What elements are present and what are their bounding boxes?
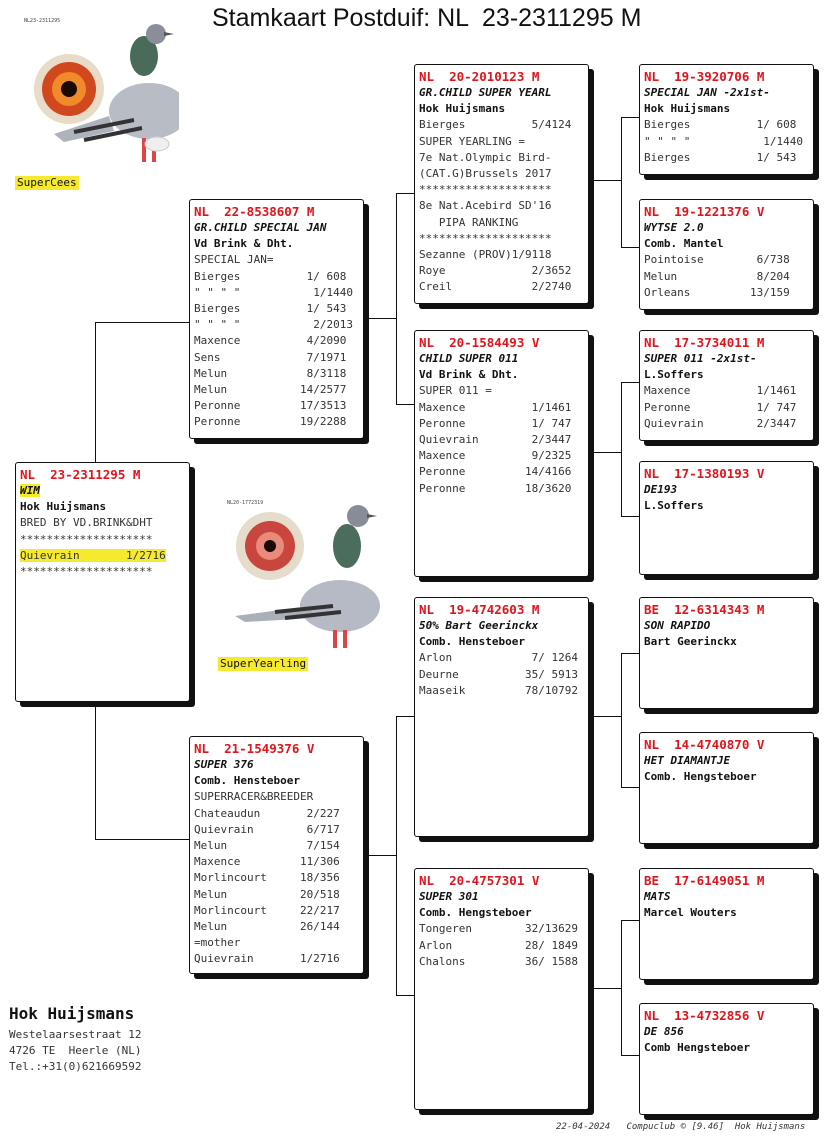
connector-line: [396, 404, 414, 405]
photo-ring-label: NL23-2311295: [24, 18, 61, 24]
connector-line: [589, 452, 622, 453]
result-line: ********************: [20, 532, 153, 546]
ring-number: NL 17-3734011 M: [644, 335, 765, 350]
connector-line: [621, 247, 639, 248]
owner-name: Vd Brink & Dht.: [194, 237, 294, 251]
print-date: 22-04-2024: [556, 1122, 611, 1132]
ring-number: NL 19-4742603 M: [419, 602, 540, 617]
result-line: SUPER 011 =: [419, 384, 492, 398]
connector-line: [95, 702, 96, 839]
pigeon-card-mother[interactable]: [189, 736, 364, 974]
page-title: Stamkaart Postduif: NL 23-2311295 M: [212, 4, 642, 32]
result-line: ********************: [419, 231, 552, 245]
pigeon-card-ggp-2[interactable]: [639, 199, 814, 310]
pigeon-name: GR.CHILD SUPER YEARL: [419, 86, 552, 99]
owner-name: Hok Huijsmans: [644, 102, 731, 116]
connector-line: [621, 787, 639, 788]
owner-name: Hok Huijsmans: [419, 102, 506, 116]
pigeon-name: CHILD SUPER 011: [419, 352, 519, 365]
pigeon-name: MATS: [644, 890, 671, 903]
pigeon-illustration: [225, 498, 385, 656]
result-line: Sezanne (PROV)1/9118: [419, 248, 552, 262]
pigeon-name: 50% Bart Geerinckx: [419, 619, 539, 632]
result-line: Peronne 1/ 747: [644, 400, 797, 414]
result-line: Morlincourt 18/356: [194, 871, 340, 885]
connector-line: [396, 995, 414, 996]
pigeon-card-mother-mother[interactable]: [414, 868, 589, 1110]
connector-line: [621, 920, 622, 1055]
result-line: Bierges 1/ 608: [194, 269, 347, 283]
result-line: =mother: [194, 936, 241, 950]
pigeon-card-ggp-8[interactable]: [639, 1003, 814, 1115]
pigeon-card-ggp-3[interactable]: [639, 330, 814, 441]
result-line: (CAT.G)Brussels 2017: [419, 167, 552, 181]
result-line: Melun 8/3118: [194, 366, 347, 380]
pigeon-card-ggp-7[interactable]: [639, 868, 814, 980]
result-line: Morlincourt 22/217: [194, 903, 340, 917]
result-line: " " " " 2/2013: [194, 318, 353, 332]
pigeon-photo-top: [14, 16, 179, 174]
connector-line: [364, 855, 397, 856]
result-line: Peronne 1/ 747: [419, 416, 572, 430]
result-line: Peronne 19/2288: [194, 415, 347, 429]
owner-name: Marcel Wouters: [644, 906, 737, 920]
ring-number: NL 19-3920706 M: [644, 69, 765, 84]
ring-number: BE 17-6149051 M: [644, 873, 765, 888]
ring-number: NL 19-1221376 V: [644, 204, 765, 219]
result-line: Quievrain 2/3447: [644, 416, 797, 430]
result-line: Bierges 1/ 543: [194, 302, 347, 316]
connector-line: [95, 322, 190, 323]
connector-line: [621, 653, 622, 787]
result-line-highlight: Quievrain 1/2716: [20, 548, 166, 562]
ring-number: NL 20-1584493 V: [419, 335, 540, 350]
pigeon-illustration: [14, 16, 179, 174]
result-line: PIPA RANKING: [419, 215, 519, 229]
result-line: Melun 20/518: [194, 887, 340, 901]
connector-line: [396, 716, 397, 996]
ring-number: NL 17-1380193 V: [644, 466, 765, 481]
connector-line: [621, 117, 622, 247]
owner-name: Vd Brink & Dht.: [419, 368, 519, 382]
connector-line: [621, 382, 639, 383]
pigeon-photo-middle: [225, 498, 385, 656]
footer-phone: Tel.:+31(0)621669592: [9, 1060, 142, 1073]
pigeon-name: SUPER 011 -2x1st-: [644, 352, 757, 365]
connector-line: [95, 322, 96, 462]
footer-city: 4726 TE Heerle (NL): [9, 1044, 142, 1057]
connector-line: [621, 117, 639, 118]
pigeon-name: SON RAPIDO: [644, 619, 711, 632]
result-line: " " " " 1/1440: [644, 134, 803, 148]
result-line: SUPERRACER&BREEDER: [194, 790, 314, 804]
connector-line: [589, 988, 622, 989]
result-line: Peronne 18/3620: [419, 481, 572, 495]
connector-line: [396, 716, 414, 717]
result-line: Maxence 4/2090: [194, 334, 347, 348]
pigeon-card-ggp-4[interactable]: [639, 461, 814, 575]
result-line: Roye 2/3652: [419, 264, 572, 278]
result-line: Arlon 7/ 1264: [419, 651, 578, 665]
pigeon-card-subject[interactable]: [15, 462, 190, 702]
result-line: " " " " 1/1440: [194, 285, 353, 299]
pigeon-name: HET DIAMANTJE: [644, 754, 731, 767]
pigeon-card-father[interactable]: [189, 199, 364, 439]
connector-line: [589, 716, 622, 717]
connector-line: [621, 382, 622, 516]
software-credit: Compuclub © [9.46] Hok Huijsmans: [626, 1122, 806, 1132]
owner-name: Comb. Mantel: [644, 237, 724, 251]
pigeon-card-father-father[interactable]: [414, 64, 589, 304]
ring-number: NL 20-2010123 M: [419, 69, 540, 84]
result-line: Maxence 1/1461: [644, 384, 797, 398]
pigeon-name: DE193: [644, 483, 678, 496]
result-line: Chalons 36/ 1588: [419, 954, 578, 968]
ring-number: NL 20-4757301 V: [419, 873, 540, 888]
result-line: Maxence 1/1461: [419, 400, 572, 414]
ring-number: NL 21-1549376 V: [194, 741, 315, 756]
footer-date-software: [556, 1122, 805, 1132]
result-line: Maxence 11/306: [194, 855, 340, 869]
ring-number: NL 14-4740870 V: [644, 737, 765, 752]
pigeon-name: DE 856: [644, 1025, 684, 1038]
result-line: ********************: [20, 565, 153, 579]
result-line: Sens 7/1971: [194, 350, 347, 364]
result-line: Deurne 35/ 5913: [419, 667, 578, 681]
result-line: BRED BY VD.BRINK&DHT: [20, 516, 153, 530]
result-line: Bierges 1/ 543: [644, 150, 797, 164]
connector-line: [621, 516, 639, 517]
pigeon-card-mother-father[interactable]: [414, 597, 589, 837]
result-line: Bierges 1/ 608: [644, 118, 797, 132]
owner-name: Comb. Hensteboer: [419, 635, 525, 649]
footer-street: Westelaarsestraat 12: [9, 1028, 142, 1041]
connector-line: [95, 839, 190, 840]
result-line: Quievrain 2/3447: [419, 433, 572, 447]
pigeon-card-ggp-1[interactable]: [639, 64, 814, 175]
connector-line: [621, 1055, 639, 1056]
owner-name: Comb Hengsteboer: [644, 1041, 750, 1055]
connector-line: [396, 193, 414, 194]
pigeon-name: SPECIAL JAN -2x1st-: [644, 86, 770, 99]
result-line: Arlon 28/ 1849: [419, 938, 578, 952]
ring-number: NL 13-4732856 V: [644, 1008, 765, 1023]
ring-number: BE 12-6314343 M: [644, 602, 765, 617]
result-line: Quievrain 6/717: [194, 822, 340, 836]
result-line: SPECIAL JAN=: [194, 253, 274, 267]
result-line: SUPER YEARLING =: [419, 134, 525, 148]
result-line: Quievrain 1/2716: [194, 952, 340, 966]
result-line: Melun 14/2577: [194, 383, 347, 397]
result-line: Melun 7/154: [194, 839, 340, 853]
photo-caption-top: SuperCees: [17, 176, 77, 189]
result-line: Peronne 14/4166: [419, 465, 572, 479]
result-line: Melun 26/144: [194, 920, 340, 934]
owner-name: Comb. Hengsteboer: [419, 906, 532, 920]
connector-line: [589, 180, 622, 181]
owner-name: Comb. Hengsteboer: [644, 770, 757, 784]
connector-line: [396, 193, 397, 404]
result-line: Maxence 9/2325: [419, 449, 572, 463]
pigeon-card-ggp-5[interactable]: [639, 597, 814, 709]
result-line: Creil 2/2740: [419, 280, 572, 294]
owner-name: L.Soffers: [644, 499, 704, 513]
ring-number: NL 23-2311295 M: [20, 467, 141, 482]
connector-line: [621, 920, 639, 921]
owner-name: L.Soffers: [644, 368, 704, 382]
result-line: Bierges 5/4124: [419, 118, 572, 132]
pigeon-card-ggp-6[interactable]: [639, 732, 814, 844]
owner-name: Bart Geerinckx: [644, 635, 737, 649]
result-line: Orleans 13/159: [644, 285, 790, 299]
ring-number: NL 22-8538607 M: [194, 204, 315, 219]
result-line: 8e Nat.Acebird SD'16: [419, 199, 552, 213]
pigeon-card-father-mother[interactable]: [414, 330, 589, 577]
result-line: 7e Nat.Olympic Bird-: [419, 150, 552, 164]
result-line: Chateaudun 2/227: [194, 806, 340, 820]
pigeon-name: SUPER 376: [194, 758, 254, 771]
footer-owner: Hok Huijsmans: [9, 1004, 135, 1023]
result-line: ********************: [419, 183, 552, 197]
connector-line: [364, 318, 397, 319]
owner-name: Comb. Hensteboer: [194, 774, 300, 788]
result-line: Tongeren 32/13629: [419, 922, 578, 936]
pigeon-name: WIM: [20, 484, 40, 497]
owner-name: Hok Huijsmans: [20, 500, 107, 514]
result-line: Melun 8/204: [644, 269, 790, 283]
result-line: Peronne 17/3513: [194, 399, 347, 413]
result-line: Pointoise 6/738: [644, 253, 790, 267]
pigeon-name: GR.CHILD SPECIAL JAN: [194, 221, 327, 234]
pigeon-name: SUPER 301: [419, 890, 479, 903]
photo-caption-middle: SuperYearling: [220, 657, 307, 670]
photo-ring-label: NL20-1772319: [227, 500, 264, 506]
result-line: Maaseik 78/10792: [419, 683, 578, 697]
connector-line: [621, 653, 639, 654]
pigeon-name: WYTSE 2.0: [644, 221, 704, 234]
